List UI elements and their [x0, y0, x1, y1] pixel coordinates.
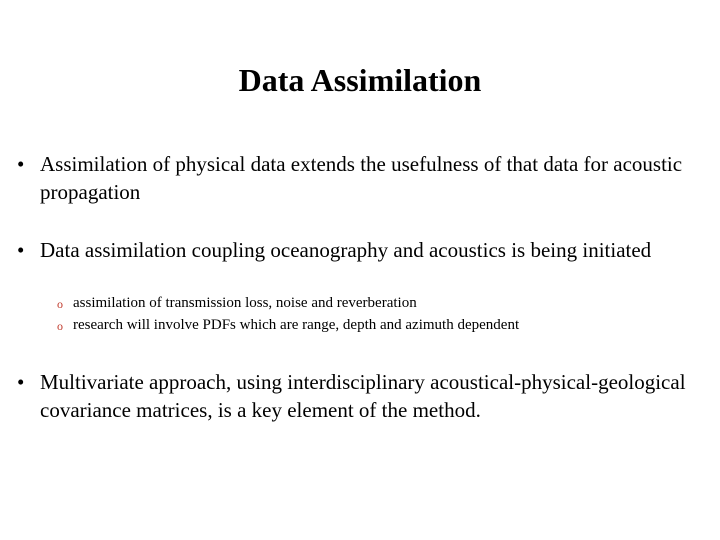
bullet-text: Assimilation of physical data extends the usefulness of that data for acoustic propagation: [40, 152, 683, 204]
bullet-item: [17, 150, 707, 206]
bullet-text: Multivariate approach, using interdisciplinary acoustical-physical-geological covariance matrices, is a key element of the method.: [40, 370, 686, 422]
circle-marker-icon: o: [57, 319, 63, 333]
bullet-item: [17, 368, 707, 424]
circle-marker-icon: o: [57, 297, 63, 311]
sub-bullet-text: research will involve PDFs which are range, depth and azimuth dependent: [73, 317, 520, 333]
slide-title: Data Assimilation: [238, 62, 482, 98]
sub-bullet-text: assimilation of transmission loss, noise and reverberation: [73, 295, 417, 311]
bullet-item: [17, 236, 707, 264]
sub-bullet-item: [57, 314, 697, 336]
sub-bullet-item: [57, 292, 697, 314]
bullet-text: Data assimilation coupling oceanography and acoustics is being initiated: [40, 238, 652, 262]
sub-bullet-list: [57, 292, 697, 336]
bullet-icon: •: [17, 152, 25, 176]
bullet-icon: •: [17, 370, 25, 394]
bullet-icon: •: [17, 238, 25, 262]
